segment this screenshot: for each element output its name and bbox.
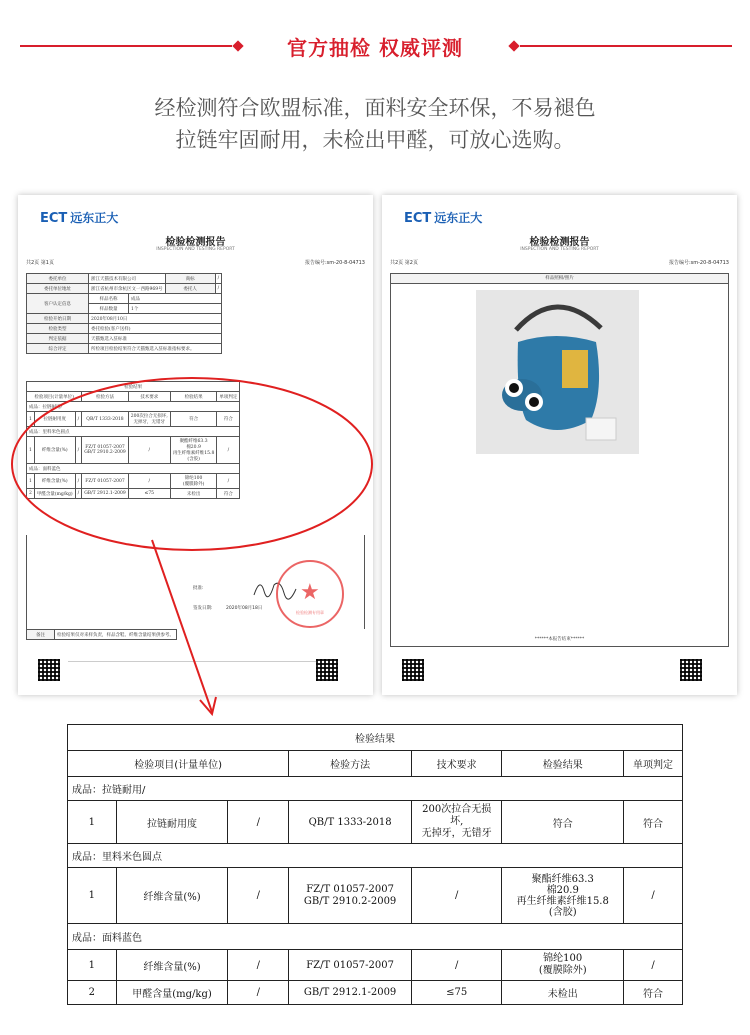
row-slash: / [228, 868, 289, 924]
report-subtitle: INSPECTION AND TESTING REPORT [156, 247, 235, 252]
results-title: 检验结果 [68, 725, 683, 751]
mini-cell: 甲醛含量(mg/kg) [34, 489, 75, 499]
section-fabric: 成品：面料蓝色 [68, 924, 683, 950]
row-no: 1 [68, 868, 117, 924]
mini-section: 成品：面料蓝色 [27, 464, 240, 474]
intro-line-1: 经检测符合欧盟标准，面料安全环保，不易褪色 [154, 96, 596, 120]
mini-header: 技术要求 [128, 392, 170, 402]
mini-cell: 2 [27, 489, 35, 499]
header-result: 检验结果 [502, 751, 624, 777]
row-slash: / [228, 801, 289, 844]
info-value: / [215, 284, 222, 294]
ect-logo-text: ECT [404, 211, 432, 226]
mini-cell: 纤维含量(%) [34, 474, 75, 489]
section-title: 官方抽检 权威评测 [287, 36, 463, 60]
mini-header: 检验项目(计量单位) [27, 392, 82, 402]
row-method: FZ/T 01057-2007 GB/T 2910.2-2009 [289, 868, 412, 924]
arrow-line [152, 540, 212, 712]
ect-logo-cn: 远东正大 [434, 211, 483, 225]
row-method: GB/T 2912.1-2009 [289, 981, 412, 1005]
info-label: 委托单位地址 [27, 284, 89, 294]
remark-label: 备注 [27, 630, 55, 640]
mini-header: 单项判定 [217, 392, 240, 402]
row-requirement: ≤75 [412, 981, 502, 1005]
results-table [67, 724, 683, 1005]
section-lining: 成品：里料米色圆点 [68, 844, 683, 868]
mini-cell: / [128, 437, 170, 464]
mini-cell: / [75, 412, 82, 427]
mini-cell: 纤维含量(%) [34, 437, 75, 464]
intro-line-2: 拉链牢固耐用，未检出甲醛，可放心选购。 [175, 128, 575, 152]
info-label: 综合评定 [27, 344, 89, 354]
mini-cell: GB/T 2912.1-2009 [82, 489, 129, 499]
mini-cell: 200次拉合无损坏, 无掉牙，无错牙 [128, 412, 170, 427]
row-verdict: / [624, 950, 683, 981]
info-value: / [215, 274, 222, 284]
mini-cell: / [75, 474, 82, 489]
row-result: 聚酯纤维63.3 棉20.9 再生纤维素纤维15.8 (含胶) [502, 868, 624, 924]
photo-label: 样品照相/照片 [391, 274, 728, 284]
section-zipper: 成品：拉链耐用/ [68, 777, 683, 801]
row-result: 符合 [502, 801, 624, 844]
row-requirement: / [412, 868, 502, 924]
approve-label: 批准: [193, 586, 204, 591]
info-value: 委托检验(客户送样) [89, 324, 222, 334]
row-result: 锦纶100 (覆膜除外) [502, 950, 624, 981]
mini-cell: 1 [27, 437, 35, 464]
mini-cell: 符合 [170, 412, 217, 427]
row-slash: / [228, 981, 289, 1005]
row-requirement: 200次拉合无损坏, 无掉牙，无错牙 [412, 801, 502, 844]
mini-cell: ≤75 [128, 489, 170, 499]
info-value: 2020年08月10日 [89, 314, 222, 324]
row-method: FZ/T 01057-2007 [289, 950, 412, 981]
mini-cell: 1 [27, 412, 35, 427]
report-subtitle: INSPECTION AND TESTING REPORT [520, 247, 599, 252]
mini-cell: / [217, 474, 240, 489]
report-title: 检验检测报告 [165, 237, 226, 248]
stamp-star-icon: ★ [300, 580, 320, 605]
row-item: 拉链耐用度 [116, 801, 228, 844]
info-label: 检验开始日期 [27, 314, 89, 324]
mini-cell: 1 [27, 474, 35, 489]
info-label: 委托单位 [27, 274, 89, 284]
row-slash: / [228, 950, 289, 981]
row-verdict: 符合 [624, 981, 683, 1005]
info-label: 商标 [165, 274, 215, 284]
header-verdict: 单项判定 [624, 751, 683, 777]
mini-header: 检验方法 [82, 392, 129, 402]
mini-header: 检验结果 [170, 392, 217, 402]
stamp-text: 检验检测专用章 [296, 610, 324, 615]
mini-cell: / [128, 474, 170, 489]
row-no: 1 [68, 950, 117, 981]
info-value: 天猫甄选入驻标准 [89, 334, 222, 344]
info-value: 浙江天猫技术有限公司 [89, 274, 166, 284]
row-item: 甲醛含量(mg/kg) [116, 981, 228, 1005]
report-number: 报告编号:sm-20-8-04713 [304, 260, 365, 266]
mini-cell: FZ/T 01057-2007 [82, 474, 129, 489]
info-label: 委托人 [165, 284, 215, 294]
info-value: 浙江省杭州市余杭区文一西路969号 [89, 284, 166, 294]
mini-cell: 锦纶100 (覆膜除外) [170, 474, 217, 489]
row-verdict: / [624, 868, 683, 924]
mini-cell: / [75, 489, 82, 499]
ect-logo-cn: 远东正大 [70, 211, 119, 225]
info-value: 所检项目检验结果符合天猫甄选入驻标准指标要求。 [89, 344, 222, 354]
mini-cell: 拉链耐用度 [34, 412, 75, 427]
header-requirement: 技术要求 [412, 751, 502, 777]
info-label: 判定依据 [27, 334, 89, 344]
report-title: 检验检测报告 [529, 237, 590, 248]
issue-date-label: 签发日期: [193, 606, 213, 611]
highlight-ellipse [12, 378, 372, 550]
mini-cell: / [75, 437, 82, 464]
mini-cell: QB/T 1333-2018 [82, 412, 129, 427]
ect-logo-text: ECT [40, 211, 68, 226]
report-end-text: ******本报告结束****** [534, 637, 585, 642]
mini-cell: 聚酯纤维63.3 棉20.9 再生纤维素纤维15.8 (含胶) [170, 437, 217, 464]
header-method: 检验方法 [289, 751, 412, 777]
mini-section: 成品：里料米色圆点 [27, 427, 240, 437]
mini-cell: 未检出 [170, 489, 217, 499]
row-verdict: 符合 [624, 801, 683, 844]
issue-date: 2020年08月18日 [226, 606, 263, 611]
row-item: 纤维含量(%) [116, 950, 228, 981]
mini-cell: / [217, 437, 240, 464]
header-item: 检验项目(计量单位) [68, 751, 289, 777]
row-method: QB/T 1333-2018 [289, 801, 412, 844]
row-no: 1 [68, 801, 117, 844]
row-item: 纤维含量(%) [116, 868, 228, 924]
mini-cell: FZ/T 01057-2007 GB/T 2910.2-2009 [82, 437, 129, 464]
page-number: 共2页 第2页 [390, 260, 418, 266]
mini-cell: 符合 [217, 489, 240, 499]
info-value: 成品 [129, 294, 222, 304]
report-number: 报告编号:sm-20-8-04713 [668, 260, 729, 266]
info-value: 1个 [129, 304, 222, 314]
row-result: 未检出 [502, 981, 624, 1005]
remark-value: 检验结果仅对来样负责，样品含鞋、纤维含量结果供参考。 [55, 630, 177, 640]
row-requirement: / [412, 950, 502, 981]
info-label: 客户认定信息 [27, 294, 89, 314]
mini-cell: 符合 [217, 412, 240, 427]
info-label: 样品数量 [89, 304, 129, 314]
mini-section: 成品：拉链耐用/ [27, 402, 240, 412]
row-no: 2 [68, 981, 117, 1005]
info-label: 样品名称 [89, 294, 129, 304]
info-label: 检验类型 [27, 324, 89, 334]
page-number: 共2页 第1页 [26, 260, 54, 266]
mini-results-title: 检验结果 [27, 382, 240, 392]
